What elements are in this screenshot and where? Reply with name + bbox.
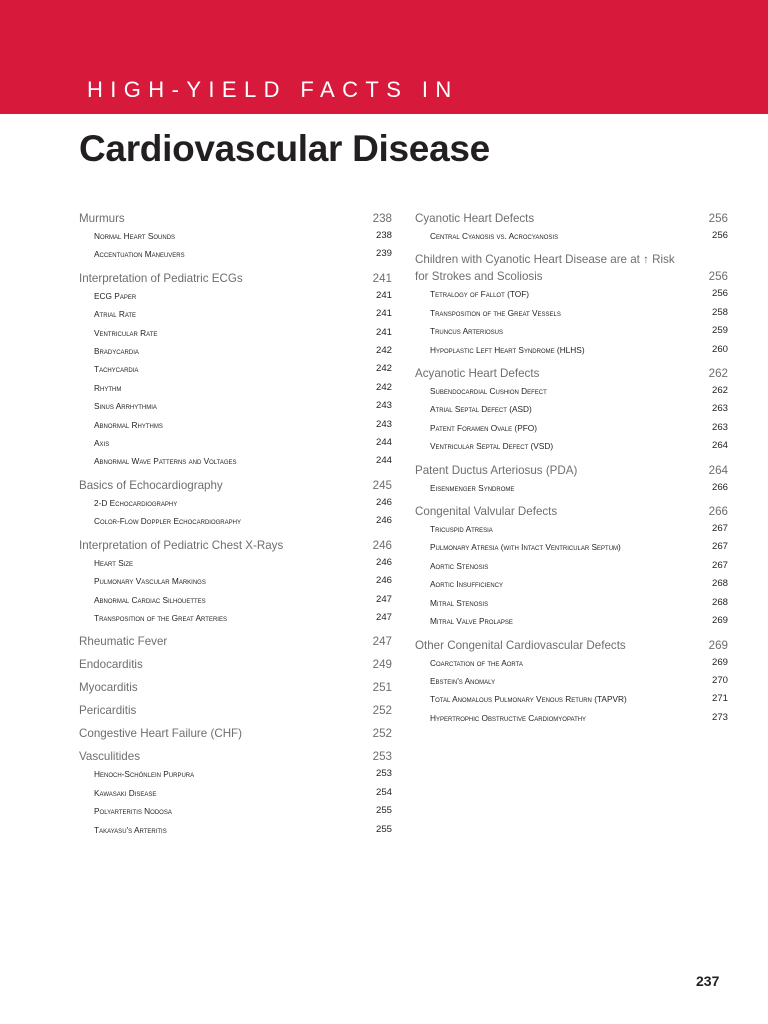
toc-entry-page: 247: [375, 593, 392, 605]
toc-subsection: [79, 554, 392, 572]
toc-entry-page: 256: [708, 270, 728, 284]
toc-entry-label: Endocarditis: [79, 658, 143, 672]
toc-subsection: [415, 612, 728, 630]
toc-subsection: [79, 434, 392, 452]
chapter-title: Cardiovascular Disease: [79, 128, 490, 169]
toc-entry-page: 263: [711, 403, 728, 415]
toc-right-column: [415, 210, 728, 727]
toc-subsection: [415, 479, 728, 497]
toc-entry-page: 249: [372, 658, 392, 672]
toc-subsection: [79, 572, 392, 590]
toc-entry-page: 269: [711, 656, 728, 668]
toc-entry-label: Central Cyanosis vs. Acrocyanosis: [430, 231, 559, 241]
toc-entry-label: Children with Cyanotic Heart Disease are at ↑ Risk for Strokes and Scoliosis: [415, 253, 675, 284]
toc-entry-label: Henoch-Schönlein Purpura: [94, 769, 195, 780]
toc-entry-label: Kawasaki Disease: [94, 787, 157, 798]
toc-entry-page: 241: [375, 308, 392, 320]
toc-entry-label: Hypoplastic Left Heart Syndrome (HLHS): [430, 344, 585, 355]
toc-subsection: [415, 382, 728, 400]
toc-subsection: [79, 784, 392, 802]
toc-entry-page: 267: [711, 541, 728, 553]
toc-subsection: [79, 342, 392, 360]
toc-subsection: [79, 452, 392, 470]
toc-section: [415, 462, 728, 479]
toc-entry-label: Abnormal Wave Patterns and Voltages: [94, 456, 237, 467]
toc-entry-page: 256: [711, 288, 728, 300]
toc-subsection: [415, 437, 728, 455]
toc-entry-page: 271: [711, 693, 728, 705]
toc-entry-page: 238: [375, 230, 392, 241]
toc-entry-label: Rheumatic Fever: [79, 635, 168, 649]
toc-subsection: [79, 512, 392, 530]
toc-subsection: [79, 227, 392, 245]
toc-entry-label: Patent Foramen Ovale (PFO): [430, 422, 538, 433]
toc-entry-label: Aortic Insufficiency: [430, 579, 504, 590]
toc-subsection: [79, 287, 392, 305]
toc-entry-label: Other Congenital Cardiovascular Defects: [415, 638, 626, 652]
toc-entry-label: Congenital Valvular Defects: [415, 505, 558, 519]
toc-entry-page: 254: [375, 786, 392, 798]
toc-entry-page: 242: [375, 381, 392, 393]
toc-subsection: [79, 609, 392, 627]
header-banner: [0, 0, 768, 114]
toc-entry-page: 246: [375, 556, 392, 568]
toc-entry-page: 246: [372, 538, 392, 552]
toc-subsection: [415, 227, 728, 245]
chapter-kicker: HIGH-YIELD FACTS IN: [87, 77, 459, 102]
toc-subsection: [79, 765, 392, 783]
toc-entry-page: 268: [711, 596, 728, 608]
toc-entry-page: 243: [375, 400, 392, 412]
toc-entry-label: Aortic Stenosis: [430, 560, 489, 571]
toc-entry-label: Tricuspid Atresia: [430, 524, 493, 535]
toc-entry-label: Tachycardia: [94, 364, 139, 375]
toc-entry-label: Abnormal Cardiac Silhouettes: [94, 594, 206, 605]
toc-subsection: [415, 654, 728, 672]
toc-entry-page: 262: [711, 385, 728, 397]
toc-entry-label: Interpretation of Pediatric ECGs: [79, 271, 243, 285]
toc-subsection: [79, 494, 392, 512]
toc-entry-page: 246: [375, 515, 392, 527]
toc-entry-label: Transposition of the Great Vessels: [430, 307, 561, 318]
toc-entry-label: Heart Size: [94, 557, 134, 568]
toc-section: [415, 637, 728, 654]
toc-entry-label: Atrial Septal Defect (ASD): [430, 404, 532, 415]
toc-entry-page: 267: [711, 559, 728, 571]
toc-entry-label: Patent Ductus Arteriosus (PDA): [415, 463, 578, 477]
toc-entry-page: 270: [711, 674, 728, 686]
toc-entry-page: 255: [375, 823, 392, 835]
toc-subsection: [415, 520, 728, 538]
toc-subsection: [79, 591, 392, 609]
toc-section: [415, 503, 728, 520]
toc-entry-label: Mitral Stenosis: [430, 597, 489, 608]
toc-section: [79, 477, 392, 494]
toc-subsection: [415, 304, 728, 322]
toc-entry-page: 268: [711, 578, 728, 590]
toc-entry-page: 259: [711, 325, 728, 337]
toc-entry-label: Acyanotic Heart Defects: [415, 367, 540, 381]
toc-entry-label: Murmurs: [79, 212, 125, 225]
toc-subsection: [415, 672, 728, 690]
toc-entry-label: Coarctation of the Aorta: [430, 657, 523, 668]
toc-entry-page: 241: [372, 271, 392, 285]
toc-subsection: [79, 360, 392, 378]
toc-section: [79, 656, 392, 673]
toc-entry-page: 242: [375, 345, 392, 357]
toc-entry-page: 241: [375, 326, 392, 338]
toc-entry-page: 258: [711, 306, 728, 318]
toc-subsection: [415, 690, 728, 708]
toc-entry-page: 256: [708, 212, 728, 225]
toc-entry-page: 243: [375, 418, 392, 430]
toc-entry-label: Color-Flow Doppler Echocardiography: [94, 516, 241, 527]
toc-entry-page: 255: [375, 805, 392, 817]
toc-section: [79, 702, 392, 719]
toc-entry-page: 242: [375, 363, 392, 375]
toc-entry-page: 269: [711, 615, 728, 627]
toc-section: [79, 633, 392, 650]
toc-subsection: [415, 709, 728, 727]
toc-section: [79, 748, 392, 765]
toc-entry-label: Takayasu's Arteritis: [94, 824, 167, 835]
toc-subsection: [415, 322, 728, 340]
toc-subsection: [415, 575, 728, 593]
toc-entry-label: Hypertrophic Obstructive Cardiomyopathy: [430, 712, 587, 723]
toc-entry-label: Normal Heart Sounds: [94, 231, 176, 241]
toc-entry-label: Basics of Echocardiography: [79, 478, 223, 492]
toc-entry-page: 264: [708, 463, 728, 477]
toc-entry-page: 247: [372, 635, 392, 649]
toc-entry-label: Polyarteritis Nodosa: [94, 806, 172, 817]
toc-subsection: [79, 821, 392, 839]
toc-section: [415, 210, 728, 227]
toc-subsection: [415, 400, 728, 418]
toc-entry-label: Truncus Arteriosus: [430, 326, 504, 337]
toc-entry-label: Abnormal Rhythms: [94, 419, 163, 430]
toc-subsection: [79, 802, 392, 820]
toc-subsection: [79, 245, 392, 263]
toc-entry-label: Eisenmenger Syndrome: [430, 482, 515, 493]
toc-entry-label: Bradycardia: [94, 346, 139, 357]
toc-entry-label: Congestive Heart Failure (CHF): [79, 727, 243, 741]
toc-entry-page: 266: [711, 481, 728, 493]
toc-entry-label: Vasculitides: [79, 750, 141, 764]
toc-subsection: [415, 557, 728, 575]
toc-entry-label: Pericarditis: [79, 704, 137, 718]
toc-section: [79, 270, 392, 287]
toc-entry-page: 264: [711, 440, 728, 452]
toc-entry-label: Myocarditis: [79, 681, 138, 695]
toc-entry-label: Pulmonary Vascular Markings: [94, 576, 206, 587]
toc-entry-label: Total Anomalous Pulmonary Venous Return (TAPVR): [430, 694, 627, 705]
toc-entry-label: Axis: [94, 438, 110, 449]
toc-entry-page: 256: [711, 230, 728, 241]
toc-entry-page: 253: [372, 750, 392, 764]
toc-entry-page: 244: [375, 455, 392, 467]
toc-subsection: [415, 341, 728, 359]
toc-entry-page: 252: [372, 704, 392, 718]
toc-entry-page: 241: [375, 289, 392, 301]
toc-entry-page: 267: [711, 523, 728, 535]
toc-entry-label: Atrial Rate: [94, 309, 137, 320]
toc-entry-label: Subendocardial Cushion Defect: [430, 386, 547, 397]
toc-entry-page: 253: [375, 768, 392, 780]
toc-entry-page: 238: [372, 212, 392, 225]
toc-section: [79, 725, 392, 742]
toc-entry-label: Transposition of the Great Arteries: [94, 612, 227, 623]
toc-entry-page: 246: [375, 496, 392, 508]
toc-entry-label: Pulmonary Atresia (with Intact Ventricular Septum): [430, 542, 621, 553]
toc-entry-label: Mitral Valve Prolapse: [430, 616, 513, 627]
toc-entry-label: Ebstein's Anomaly: [430, 675, 496, 686]
toc-subsection: [415, 419, 728, 437]
toc-entry-page: 262: [708, 367, 728, 381]
toc-entry-page: 273: [711, 711, 728, 723]
toc-entry-page: 247: [375, 611, 392, 623]
toc-entry-page: 260: [711, 343, 728, 355]
toc-subsection: [79, 379, 392, 397]
toc-section: [79, 210, 392, 227]
toc-entry-page: 263: [711, 421, 728, 433]
toc-entry-label: Ventricular Septal Defect (VSD): [430, 441, 554, 452]
toc-entry-label: Cyanotic Heart Defects: [415, 212, 535, 225]
toc-subsection: [79, 397, 392, 415]
toc-entry-label: Interpretation of Pediatric Chest X-Rays: [79, 538, 284, 552]
toc-entry-label: Sinus Arrhythmia: [94, 401, 157, 412]
toc-subsection: [79, 324, 392, 342]
toc-section: [415, 365, 728, 382]
toc-subsection: [415, 538, 728, 556]
toc-entry-label: Accentuation Maneuvers: [94, 249, 185, 260]
toc-section: [415, 251, 728, 285]
toc-left-column: [79, 210, 392, 839]
toc-entry-page: 269: [708, 638, 728, 652]
toc-section: [79, 679, 392, 696]
toc-entry-label: Ventricular Rate: [94, 327, 158, 338]
toc-entry-page: 252: [372, 727, 392, 741]
toc-subsection: [415, 285, 728, 303]
toc-entry-label: 2-D Echocardiography: [94, 497, 178, 508]
toc-entry-page: 266: [708, 505, 728, 519]
toc-section: [79, 537, 392, 554]
toc-subsection: [79, 305, 392, 323]
toc-subsection: [415, 594, 728, 612]
toc-entry-label: Tetralogy of Fallot (TOF): [430, 289, 530, 300]
toc-entry-page: 239: [375, 248, 392, 260]
page-number: 237: [696, 973, 720, 989]
toc-entry-page: 244: [375, 437, 392, 449]
toc-entry-label: ECG Paper: [94, 290, 137, 301]
toc-entry-page: 246: [375, 575, 392, 587]
toc-entry-page: 245: [372, 478, 392, 492]
toc-subsection: [79, 416, 392, 434]
toc-entry-page: 251: [372, 681, 392, 695]
toc-entry-label: Rhythm: [94, 382, 122, 393]
